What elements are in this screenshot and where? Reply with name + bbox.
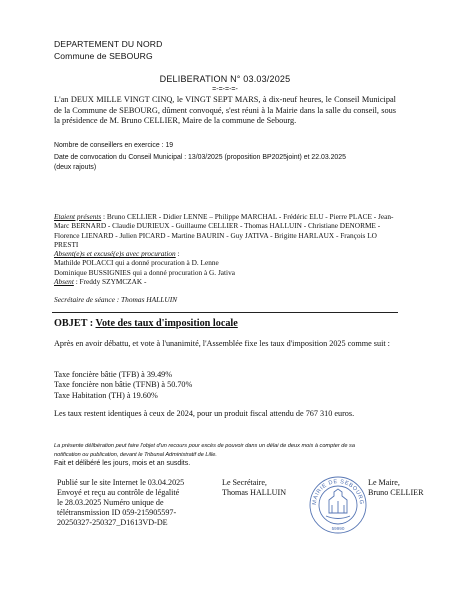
- excused-label: Absent(e)s et excusé(e)s avec procuration: [54, 249, 176, 259]
- mayor-signature: [368, 478, 448, 498]
- councillors-count: Nombre de conseillers en exercice : 19: [54, 142, 174, 149]
- tax-rates-list: [54, 370, 396, 401]
- absent-label: Absent: [54, 277, 74, 287]
- absent-members: [54, 277, 396, 286]
- convocation-note: (deux rajouts): [54, 164, 97, 171]
- seal-ring-text: MAIRIE DE SEBOURG: [311, 478, 365, 506]
- publication-block: Publié sur le site Internet le 03.04.2025 Envoyé et reçu au contrôle de légalité le 28.03.2025 Numéro unique de télétransmission ID 059-215905597- 20250327-250327_D1613VD-DE: [57, 478, 185, 528]
- objet-heading: [54, 318, 238, 329]
- proxy-line: Mathilde POLACCI qui a donné procuration à D. Lenne: [54, 258, 219, 268]
- tax-rate-item: Taxe foncière non bâtie (TFNB) à 50.70%: [54, 380, 193, 390]
- appeal-notice: La présente délibération peut faire l'objet d'un recours pour excès de pouvoir dans un délai de deux mois à compter de sa notification ou publication, devant le Tribunal Administratif de Lille.: [54, 443, 355, 458]
- intro-paragraph: L'an DEUX MILLE VINGT CINQ, le VINGT SEPT MARS, à dix-neuf heures, le Conseil Municipal de la Commune de SEBOURG, dûment convoqué, s'est réuni à la Mairie dans la salle du conseil, sous la présidence de M. Bruno CELLIER, Maire de la commune de Sebourg.: [54, 95, 396, 126]
- attendance-block: [54, 212, 396, 286]
- session-secretary: Secrétaire de séance : Thomas HALLUIN: [54, 295, 178, 304]
- title-decoration: =-=-=-=-: [212, 86, 238, 93]
- objet-subject: Vote des taux d'imposition locale: [95, 318, 238, 329]
- tax-rate-item: Taxe Habitation (TH) à 19.60%: [54, 390, 158, 400]
- secretary-role: Le Secrétaire,: [222, 478, 267, 487]
- section-divider: [52, 312, 398, 313]
- seal-postcode: 59990: [331, 526, 345, 531]
- absent-names: : Freddy SZYMCZAK -: [73, 277, 147, 287]
- excused-heading: Absent(e)s et excusé(e)s avec procuration :: [54, 249, 180, 259]
- mairie-seal-stamp: [308, 474, 368, 536]
- done-statement: Fait et délibéré les jours, mois et an susdits.: [54, 460, 191, 467]
- deliberation-title: DELIBERATION N° 03.03/2025: [159, 74, 291, 84]
- present-members: [54, 212, 396, 249]
- proxy-line: Dominique BUSSIGNIES qui a donné procuration à G. Jativa: [54, 267, 235, 277]
- mayor-role: Le Maire,: [368, 478, 400, 487]
- tax-rate-item: Taxe foncière bâtie (TFB) à 39.49%: [54, 370, 173, 379]
- convocation-date: Date de convocation du Conseil Municipal : 13/03/2025 (proposition BP2025joint) et 22.03.2025: [54, 154, 346, 161]
- conclusion-paragraph: Les taux restent identiques à ceux de 2024, pour un produit fiscal attendu de 767 310 euros.: [54, 409, 355, 418]
- department-heading: DEPARTEMENT DU NORD: [54, 39, 163, 49]
- secretary-name: Thomas HALLUIN: [222, 488, 287, 498]
- mayor-name: Bruno CELLIER: [368, 488, 424, 498]
- present-label: Etaient présents: [54, 212, 102, 221]
- decision-paragraph: Après en avoir débattu, et vote à l'unanimité, l'Assemblée fixe les taux d'imposition 2025 comme suit :: [54, 339, 390, 348]
- secretary-signature: [222, 478, 312, 498]
- commune-heading: Commune de SEBOURG: [54, 51, 153, 61]
- present-names: : Bruno CELLIER - Didier LENNE – Philippe MARCHAL - Frédéric ELU - Pierre PLACE - Jean-Marc BERNARD - Claudie DURIEUX - Guillaume CELLIER - Thomas HALLUIN - Christiane DENORME - Florence LIENARD - Julien PICARD - Martine BAURIN - Guy JATIVA - Brigitte HARLAUX - François LO PRESTI: [54, 212, 394, 249]
- objet-label: OBJET :: [54, 318, 96, 329]
